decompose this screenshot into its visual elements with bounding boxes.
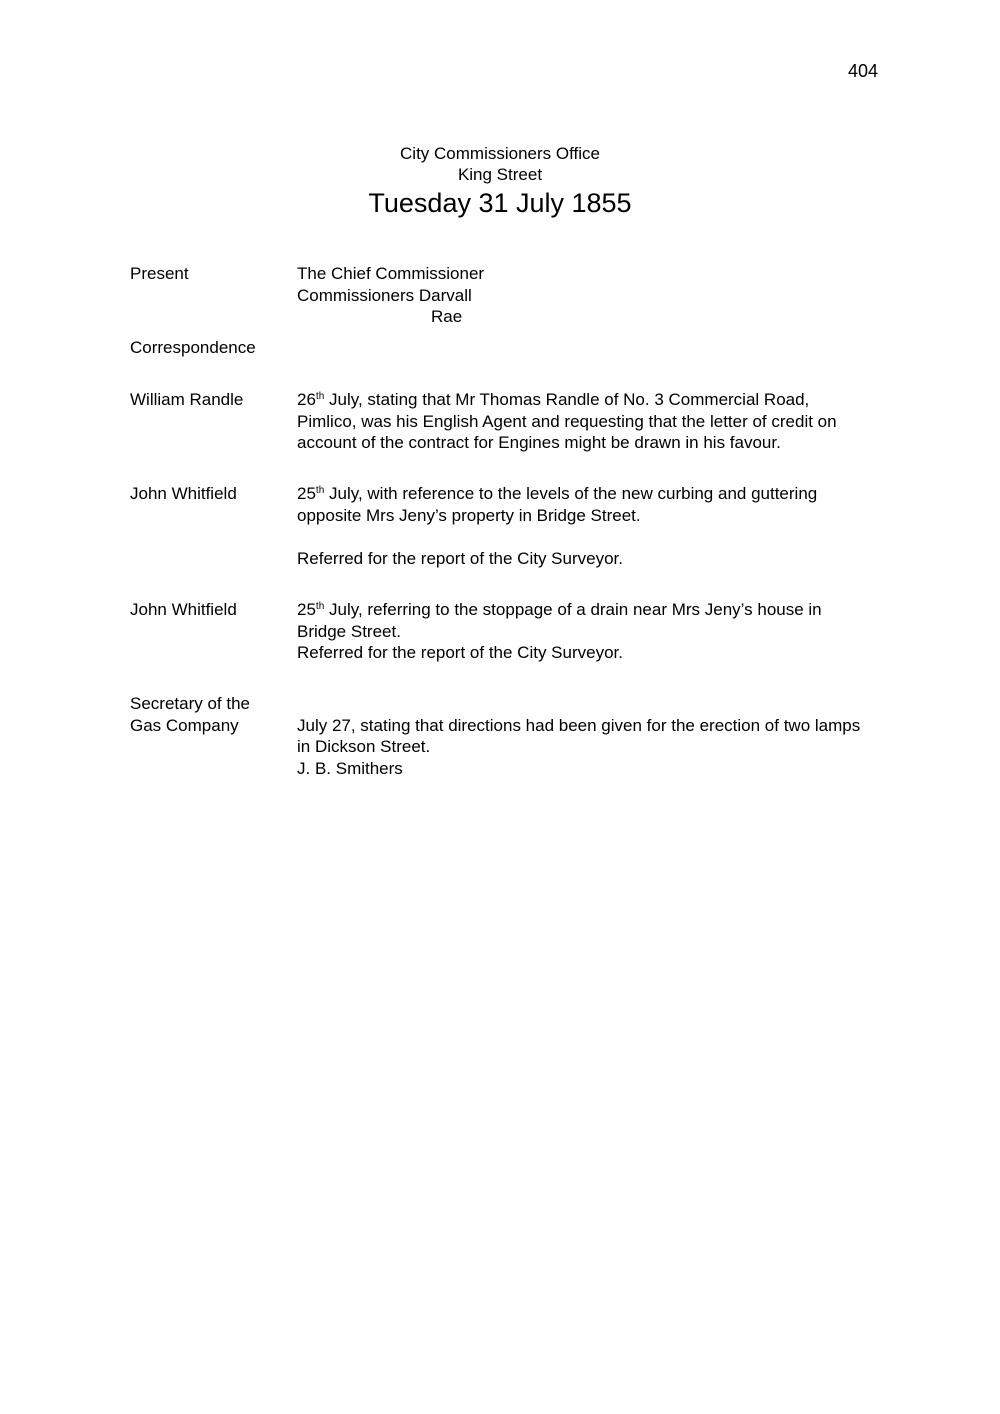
entry-line	[297, 599, 917, 621]
entry-day-suffix: th	[315, 601, 325, 613]
entry-text: July, stating that Mr Thomas Randle of No. 3 Commercial Road,	[324, 390, 810, 409]
entry-line	[297, 389, 917, 411]
office-name: City Commissioners Office	[400, 144, 600, 163]
entry-line: July 27, stating that directions had been given for the erection of two lamps	[297, 715, 861, 735]
minutes-header	[0, 143, 1000, 219]
entry-line: Pimlico, was his English Agent and requesting that the letter of credit on	[297, 411, 837, 431]
entry-sender: William Randle	[130, 390, 244, 409]
entry-day: 25	[297, 600, 316, 619]
meeting-date: Tuesday 31 July 1855	[368, 188, 632, 218]
entry-sender	[130, 693, 290, 736]
entry-day-suffix: th	[315, 485, 325, 497]
entry-line: opposite Mrs Jeny’s property in Bridge Street.	[297, 505, 641, 525]
entry-line: account of the contract for Engines might be drawn in his favour.	[297, 433, 781, 452]
present-member: Commissioners Darvall	[297, 285, 472, 305]
page-number: 404	[847, 61, 878, 81]
entry-line	[297, 483, 917, 505]
entry-day: 25	[297, 484, 316, 503]
entry-body	[297, 715, 917, 780]
entry-body	[297, 599, 917, 664]
office-street: King Street	[457, 165, 543, 184]
entry-sender: John Whitfield	[130, 484, 237, 503]
present-label: Present	[130, 264, 189, 283]
entry-text: July, with reference to the levels of the new curbing and guttering	[324, 484, 818, 503]
entry-signature: J. B. Smithers	[297, 758, 403, 778]
entry-line: Bridge Street.	[297, 621, 401, 641]
entry-sender-line: Secretary of the	[130, 694, 251, 713]
entry-sender-line: Gas Company	[130, 715, 239, 735]
entry-note: Referred for the report of the City Surveyor.	[297, 643, 623, 662]
present-member: Rae	[431, 307, 463, 326]
entry-line: in Dickson Street.	[297, 737, 431, 756]
entry-day: 26	[297, 390, 316, 409]
entry-text: July, referring to the stoppage of a drain near Mrs Jeny’s house in	[324, 600, 822, 619]
entry-body	[297, 389, 917, 454]
present-members	[297, 263, 917, 328]
entry-body	[297, 483, 917, 569]
entry-sender: John Whitfield	[130, 600, 237, 619]
entry-day-suffix: th	[315, 391, 325, 403]
entry-note: Referred for the report of the City Surveyor.	[297, 548, 623, 568]
present-member: The Chief Commissioner	[297, 264, 485, 283]
correspondence-label: Correspondence	[130, 338, 256, 357]
